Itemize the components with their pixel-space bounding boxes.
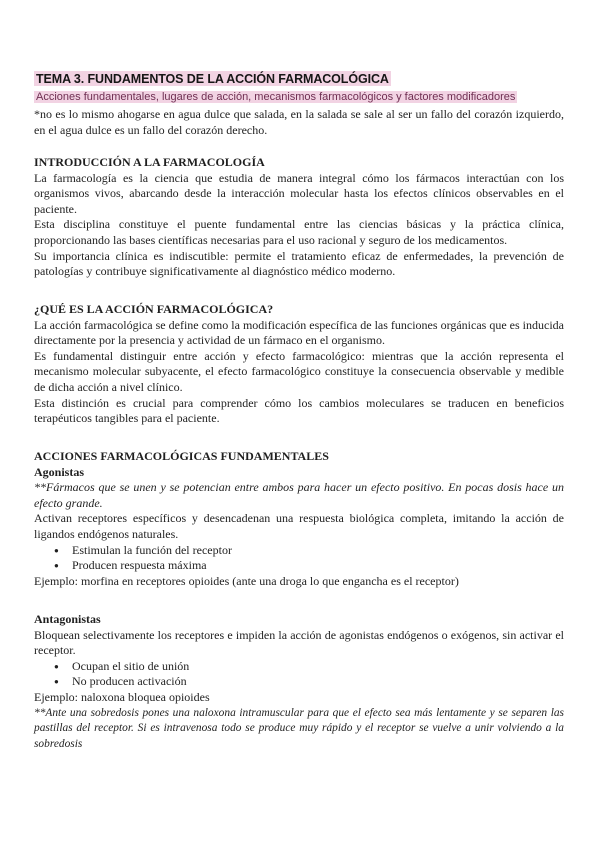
agonistas-example: Ejemplo: morfina en receptores opioides (ante una droga lo que engancha es el receptor) [34,573,459,588]
subsection-heading-agonistas: Agonistas [34,464,85,479]
list-item: ● Ocupan el sitio de unión [72,659,564,675]
section-accion [34,302,564,427]
paragraph: Esta disciplina constituye el puente fundamental entre las ciencias básicas y la práctica clínica, proporcionando las bases científicas necesarias para el uso racional y seguro de los medicamentos. [34,217,564,247]
note-text: *no es lo mismo ahogarse en agua dulce que salada, en la salada se sale al ser un fallo del corazón izquierdo, en el agua dulce es un fallo del corazón derecho. [34,107,564,137]
list-item: ● No producen activación [72,674,564,690]
section-fundamentales [34,449,564,589]
section-heading: ¿QUÉ ES LA ACCIÓN FARMACOLÓGICA? [34,302,274,316]
paragraph: La farmacología es la ciencia que estudia de manera integral cómo los fármacos interactúan con los organismos vivos, abarcando desde la interacción molecular hasta los efectos clínicos observables en el paciente. [34,170,564,216]
paragraph: La acción farmacológica se define como la modificación específica de las funciones orgánicas que es inducida directamente por la presencia y actividad de un fármaco en el organismo. [34,317,564,348]
antagonistas-note: **Ante una sobredosis pones una naloxona intramuscular para que el efecto sea más lentamente y se separen las pastillas del receptor. Si es intravenosa todo se produce muy rápido y el receptor se vuelve a unir volviendo a la sobredosis [34,706,564,750]
antagonistas-description: Bloquean selectivamente los receptores e impiden la acción de agonistas endógenos o exógenos, sin activar el receptor. [34,627,564,658]
section-antagonistas [34,612,564,752]
agonistas-description: Activan receptores específicos y desencadenan una respuesta biológica completa, imitando la acción de ligandos endógenos naturales. [34,511,564,541]
paragraph: Es fundamental distinguir entre acción y efecto farmacológico: mientras que la acción representa el mecanismo molecular subyacente, el efecto farmacológico constituye la consecuencia observable y medible de dicha acción a nivel clínico. [34,348,564,394]
paragraph: Su importancia clínica es indiscutible: permite el tratamiento eficaz de enfermedades, la prevención de patologías y contribuye significativamente al diagnóstico médico moderno. [34,248,564,279]
list-item: ● Estimulan la función del receptor [72,543,564,559]
intro-note [34,107,564,138]
page-title: TEMA 3. FUNDAMENTOS DE LA ACCIÓN FARMACOLÓGICA [36,72,389,86]
agonistas-list [34,543,564,574]
section-heading: INTRODUCCIÓN A LA FARMACOLOGÍA [34,155,265,169]
section-heading: ACCIONES FARMACOLÓGICAS FUNDAMENTALES [34,449,329,463]
agonistas-note: **Fármacos que se unen y se potencian entre ambos para hacer un efecto positivo. En pocas dosis hace un efecto grande. [34,480,564,510]
subsection-heading-antagonistas: Antagonistas [34,612,101,626]
page-subtitle: Acciones fundamentales, lugares de acción, mecanismos farmacológicos y factores modificadores [36,91,516,103]
antagonistas-example: Ejemplo: naloxona bloquea opioides [34,689,210,704]
antagonistas-list [34,659,564,690]
section-introduccion [34,155,564,280]
list-item: ● Producen respuesta máxima [72,558,564,574]
paragraph: Esta distinción es crucial para comprender cómo los cambios moleculares se traducen en beneficios terapéuticos tangibles para el paciente. [34,395,564,426]
